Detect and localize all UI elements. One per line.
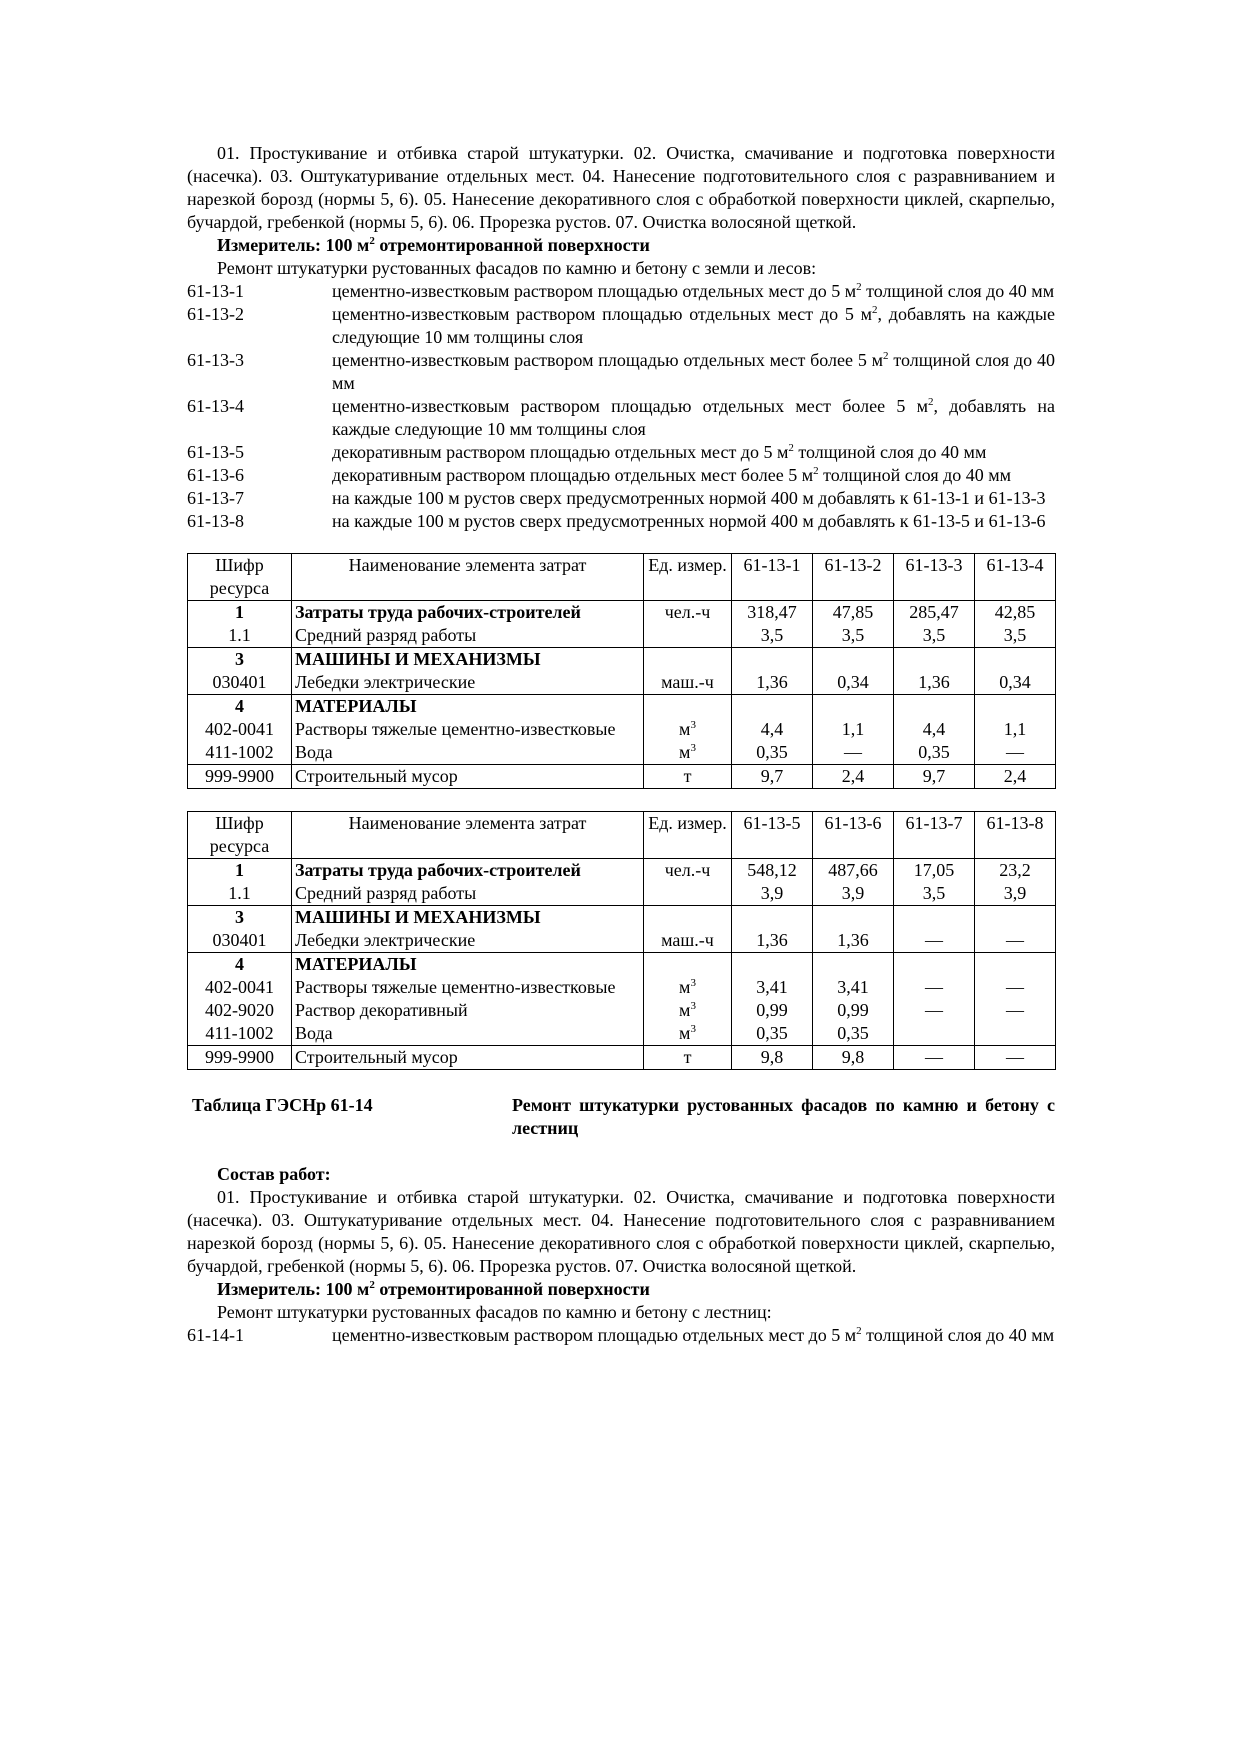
resource-unit bbox=[644, 671, 732, 695]
resource-value: 3,41 bbox=[813, 976, 894, 999]
norm-description bbox=[332, 487, 1055, 510]
resource-value: — bbox=[894, 976, 975, 999]
resource-table-61-13-5-8 bbox=[187, 811, 1056, 1070]
resource-value bbox=[732, 906, 813, 930]
table-row bbox=[188, 1046, 1056, 1070]
header-col: 61-13-5 bbox=[732, 812, 813, 859]
resource-unit bbox=[644, 882, 732, 906]
norm-unit-exponent: 2 bbox=[883, 350, 889, 362]
table-row bbox=[188, 601, 1056, 625]
norm-description bbox=[332, 303, 1055, 349]
resource-unit bbox=[644, 741, 732, 765]
resource-value bbox=[894, 695, 975, 719]
norm-code: 61-13-1 bbox=[187, 281, 244, 301]
resource-name: МАШИНЫ И МЕХАНИЗМЫ bbox=[292, 648, 644, 672]
norm-text-main: цементно-известковым раствором площадью отдельных мест до 5 м bbox=[332, 304, 873, 324]
resource-name: Вода bbox=[292, 741, 644, 765]
header-col: 61-13-6 bbox=[813, 812, 894, 859]
resource-name: Средний разряд работы bbox=[292, 882, 644, 906]
table-row bbox=[188, 929, 1056, 953]
norm-code: 61-13-5 bbox=[187, 442, 244, 462]
resource-value bbox=[732, 648, 813, 672]
table-row bbox=[188, 953, 1056, 977]
measure-unit-2: Измеритель: 100 $м^2$ отремонтированной поверхности bbox=[217, 1279, 650, 1299]
resource-unit bbox=[644, 929, 732, 953]
norm-unit-exponent: 2 bbox=[856, 1325, 862, 1337]
norm-code: 61-14-1 bbox=[187, 1325, 244, 1345]
table-row bbox=[188, 648, 1056, 672]
resource-unit bbox=[644, 624, 732, 648]
unit-exponent: 3 bbox=[690, 1023, 696, 1035]
norm-list-61-13 bbox=[187, 280, 1055, 533]
resource-value: 0,35 bbox=[732, 741, 813, 765]
resource-value bbox=[813, 906, 894, 930]
resource-value: — bbox=[894, 999, 975, 1022]
norm-text-main: на каждые 100 м рустов сверх предусмотренных нормой 400 м добавлять к 61-13-1 и 61-13-3 bbox=[332, 488, 1046, 508]
resource-name: Затраты труда рабочих-строителей bbox=[292, 601, 644, 625]
header-unit: Ед. измер. bbox=[644, 554, 732, 601]
norm-text-main: цементно-известковым раствором площадью отдельных мест более 5 м bbox=[332, 396, 928, 416]
resource-unit bbox=[644, 695, 732, 719]
norm-description bbox=[332, 441, 1055, 464]
resource-value: 487,66 bbox=[813, 859, 894, 883]
table-row bbox=[188, 695, 1056, 719]
resource-value: 47,85 bbox=[813, 601, 894, 625]
table-header-row bbox=[188, 554, 1056, 601]
resource-name: Вода bbox=[292, 1022, 644, 1046]
resource-code: 1.1 bbox=[188, 624, 292, 648]
norm-group-subtitle-2: Ремонт штукатурки рустованных фасадов по камню и бетону с лестниц: bbox=[217, 1302, 772, 1322]
resource-code: 411-1002 bbox=[188, 741, 292, 765]
norm-unit-exponent: 2 bbox=[813, 465, 819, 477]
resource-value: 17,05 bbox=[894, 859, 975, 883]
resource-value: 3,9 bbox=[975, 882, 1056, 906]
norm-text-tail: толщиной слоя до 40 мм bbox=[861, 281, 1055, 301]
resource-value: 1,1 bbox=[975, 718, 1056, 741]
header-col: 61-13-2 bbox=[813, 554, 894, 601]
resource-value: 3,9 bbox=[732, 882, 813, 906]
resource-code: 402-0041 bbox=[188, 976, 292, 999]
resource-name: Растворы тяжелые цементно-известковые bbox=[292, 976, 644, 999]
resource-value: 42,85 bbox=[975, 601, 1056, 625]
resource-value: 3,5 bbox=[894, 882, 975, 906]
resource-unit bbox=[644, 953, 732, 977]
norm-item bbox=[187, 464, 1055, 487]
norm-description bbox=[332, 464, 1055, 487]
document-page bbox=[187, 142, 1055, 1347]
resource-name: Строительный мусор bbox=[292, 1046, 644, 1070]
resource-code: 999-9900 bbox=[188, 1046, 292, 1070]
unit-text: м bbox=[679, 1000, 691, 1020]
resource-unit bbox=[644, 859, 732, 883]
resource-value: 3,5 bbox=[975, 624, 1056, 648]
resource-code: 411-1002 bbox=[188, 1022, 292, 1046]
table-row bbox=[188, 882, 1056, 906]
resource-value bbox=[894, 1022, 975, 1046]
resource-value: 2,4 bbox=[813, 765, 894, 789]
header-name: Наименование элемента затрат bbox=[292, 812, 644, 859]
norm-text-tail: толщиной слоя до 40 мм bbox=[861, 1325, 1055, 1345]
resource-unit bbox=[644, 976, 732, 999]
norm-code: 61-13-3 bbox=[187, 350, 244, 370]
resource-code: 1 bbox=[188, 601, 292, 625]
resource-value: 285,47 bbox=[894, 601, 975, 625]
resource-value: 1,36 bbox=[732, 929, 813, 953]
resource-value bbox=[813, 695, 894, 719]
resource-code: 4 bbox=[188, 953, 292, 977]
header-col: 61-13-1 bbox=[732, 554, 813, 601]
resource-name: Лебедки электрические bbox=[292, 671, 644, 695]
resource-value: 0,99 bbox=[732, 999, 813, 1022]
table-row bbox=[188, 906, 1056, 930]
unit-exponent: 3 bbox=[690, 1000, 696, 1012]
table-row bbox=[188, 624, 1056, 648]
resource-value: — bbox=[975, 1046, 1056, 1070]
resource-name: Растворы тяжелые цементно-известковые bbox=[292, 718, 644, 741]
resource-value: 9,8 bbox=[813, 1046, 894, 1070]
table-title-61-14 bbox=[187, 1094, 1055, 1140]
unit-text: м bbox=[679, 977, 691, 997]
unit-text: м bbox=[679, 719, 691, 739]
norm-text-main: цементно-известковым раствором площадью отдельных мест до 5 м bbox=[332, 1325, 857, 1345]
norm-text-tail: толщиной слоя до 40 мм bbox=[793, 442, 987, 462]
resource-name: Средний разряд работы bbox=[292, 624, 644, 648]
resource-value bbox=[894, 953, 975, 977]
resource-code: 030401 bbox=[188, 929, 292, 953]
resource-value: — bbox=[975, 999, 1056, 1022]
resource-unit bbox=[644, 906, 732, 930]
table-number: Таблица ГЭСНр 61-14 bbox=[192, 1095, 373, 1115]
resource-value: — bbox=[894, 1046, 975, 1070]
resource-value: 9,7 bbox=[894, 765, 975, 789]
resource-value bbox=[975, 1022, 1056, 1046]
unit-text: чел.-ч bbox=[664, 860, 711, 880]
table-row bbox=[188, 741, 1056, 765]
resource-unit bbox=[644, 718, 732, 741]
resource-value: 2,4 bbox=[975, 765, 1056, 789]
resource-value: 548,12 bbox=[732, 859, 813, 883]
header-code: Шифр ресурса bbox=[188, 554, 292, 601]
norm-text-tail: толщиной слоя до 40 мм bbox=[818, 465, 1012, 485]
norm-description bbox=[332, 349, 1055, 395]
resource-code: 3 bbox=[188, 648, 292, 672]
norm-description bbox=[332, 280, 1055, 303]
resource-name: Строительный мусор bbox=[292, 765, 644, 789]
resource-value bbox=[975, 648, 1056, 672]
resource-code: 1 bbox=[188, 859, 292, 883]
resource-code: 1.1 bbox=[188, 882, 292, 906]
resource-value bbox=[732, 953, 813, 977]
resource-value bbox=[975, 906, 1056, 930]
measure-unit-1: Измеритель: 100 $м^2$ отремонтированной поверхности bbox=[217, 235, 650, 255]
unit-text: т bbox=[683, 766, 692, 786]
resource-value bbox=[894, 906, 975, 930]
norm-unit-exponent: 2 bbox=[856, 281, 862, 293]
resource-value: 318,47 bbox=[732, 601, 813, 625]
resource-value: 1,36 bbox=[813, 929, 894, 953]
norm-code: 61-13-2 bbox=[187, 304, 244, 324]
header-col: 61-13-8 bbox=[975, 812, 1056, 859]
norm-unit-exponent: 2 bbox=[872, 304, 878, 316]
unit-exponent: 3 bbox=[690, 977, 696, 989]
table-row bbox=[188, 976, 1056, 999]
resource-value: 23,2 bbox=[975, 859, 1056, 883]
resource-unit bbox=[644, 601, 732, 625]
norm-text-main: цементно-известковым раствором площадью отдельных мест до 5 м bbox=[332, 281, 857, 301]
header-col: 61-13-7 bbox=[894, 812, 975, 859]
header-unit: Ед. измер. bbox=[644, 812, 732, 859]
unit-exponent: 3 bbox=[690, 742, 696, 754]
resource-value: 3,41 bbox=[732, 976, 813, 999]
resource-value bbox=[813, 953, 894, 977]
norm-unit-exponent: 2 bbox=[788, 442, 794, 454]
resource-name: МАШИНЫ И МЕХАНИЗМЫ bbox=[292, 906, 644, 930]
resource-value: 3,5 bbox=[894, 624, 975, 648]
norm-code: 61-13-8 bbox=[187, 511, 244, 531]
work-composition-text: 01. Простукивание и отбивка старой штукатурки. 02. Очистка, смачивание и подготовка поверхности (насечка). 03. Оштукатуривание отдельных мест. 04. Нанесение подготовительного слоя с разравниванием и нарезкой борозд (нормы 5, 6). 05. Нанесение декоративного слоя с обработкой поверхности циклей, скарпелью, бучардой, гребенкой (нормы 5, 6). 06. Прорезка рустов. 07. Очистка волосяной щеткой. bbox=[187, 143, 1055, 232]
resource-value: 0,35 bbox=[894, 741, 975, 765]
resource-name: Раствор декоративный bbox=[292, 999, 644, 1022]
norm-text-tail: толщиной слоя до 40 мм bbox=[332, 350, 1055, 393]
resource-unit bbox=[644, 999, 732, 1022]
norm-unit-exponent: 2 bbox=[928, 396, 934, 408]
norm-text-main: на каждые 100 м рустов сверх предусмотренных нормой 400 м добавлять к 61-13-5 и 61-13-6 bbox=[332, 511, 1046, 531]
resource-code: 402-0041 bbox=[188, 718, 292, 741]
table-row bbox=[188, 671, 1056, 695]
resource-unit bbox=[644, 765, 732, 789]
resource-value: 0,35 bbox=[732, 1022, 813, 1046]
table-header-row bbox=[188, 812, 1056, 859]
resource-unit bbox=[644, 648, 732, 672]
resource-code: 3 bbox=[188, 906, 292, 930]
norm-description bbox=[332, 1324, 1055, 1347]
norm-item bbox=[187, 349, 1055, 395]
resource-value: — bbox=[975, 929, 1056, 953]
header-col: 61-13-3 bbox=[894, 554, 975, 601]
unit-text: м bbox=[679, 742, 691, 762]
resource-name: МАТЕРИАЛЫ bbox=[292, 953, 644, 977]
composition-label: Состав работ: bbox=[217, 1164, 331, 1184]
resource-value: 3,9 bbox=[813, 882, 894, 906]
norm-item bbox=[187, 510, 1055, 533]
resource-value bbox=[813, 648, 894, 672]
resource-code: 999-9900 bbox=[188, 765, 292, 789]
header-code: Шифр ресурса bbox=[188, 812, 292, 859]
resource-value: — bbox=[894, 929, 975, 953]
norm-code: 61-13-7 bbox=[187, 488, 244, 508]
norm-item bbox=[187, 303, 1055, 349]
table-row bbox=[188, 718, 1056, 741]
resource-value: 0,34 bbox=[813, 671, 894, 695]
header-name: Наименование элемента затрат bbox=[292, 554, 644, 601]
resource-code: 030401 bbox=[188, 671, 292, 695]
norm-text-main: декоративным раствором площадью отдельных мест до 5 м bbox=[332, 442, 789, 462]
header-col: 61-13-4 bbox=[975, 554, 1056, 601]
resource-table-61-13-1-4 bbox=[187, 553, 1056, 789]
norm-text-main: цементно-известковым раствором площадью отдельных мест более 5 м bbox=[332, 350, 884, 370]
norm-text-tail: , добавлять на каждые следующие 10 мм толщины слоя bbox=[332, 396, 1055, 439]
unit-text: чел.-ч bbox=[664, 602, 711, 622]
norm-code: 61-13-4 bbox=[187, 396, 244, 416]
resource-value: 0,35 bbox=[813, 1022, 894, 1046]
resource-unit bbox=[644, 1022, 732, 1046]
resource-code: 402-9020 bbox=[188, 999, 292, 1022]
resource-value: 4,4 bbox=[894, 718, 975, 741]
norm-text-tail: , добавлять на каждые следующие 10 мм толщины слоя bbox=[332, 304, 1055, 347]
unit-text: т bbox=[683, 1047, 692, 1067]
resource-value: — bbox=[813, 741, 894, 765]
resource-value bbox=[975, 695, 1056, 719]
resource-value bbox=[975, 953, 1056, 977]
norm-description bbox=[332, 510, 1055, 533]
table-row bbox=[188, 1022, 1056, 1046]
resource-value: 4,4 bbox=[732, 718, 813, 741]
resource-value: 0,34 bbox=[975, 671, 1056, 695]
unit-text: маш.-ч bbox=[661, 672, 714, 692]
norm-item bbox=[187, 441, 1055, 464]
norm-list-61-14 bbox=[187, 1324, 1055, 1347]
table-heading: Ремонт штукатурки рустованных фасадов по камню и бетону с лестниц bbox=[512, 1095, 1055, 1138]
resource-value: — bbox=[975, 741, 1056, 765]
resource-value bbox=[732, 695, 813, 719]
resource-value: 3,5 bbox=[813, 624, 894, 648]
unit-text: маш.-ч bbox=[661, 930, 714, 950]
norm-group-subtitle-1: Ремонт штукатурки рустованных фасадов по камню и бетону с земли и лесов: bbox=[217, 258, 817, 278]
norm-item bbox=[187, 280, 1055, 303]
resource-value: 9,8 bbox=[732, 1046, 813, 1070]
resource-name: МАТЕРИАЛЫ bbox=[292, 695, 644, 719]
resource-value bbox=[894, 648, 975, 672]
resource-name: Лебедки электрические bbox=[292, 929, 644, 953]
norm-item bbox=[187, 1324, 1055, 1347]
table-row bbox=[188, 859, 1056, 883]
unit-text: м bbox=[679, 1023, 691, 1043]
norm-item bbox=[187, 395, 1055, 441]
unit-exponent: 3 bbox=[690, 719, 696, 731]
resource-value: — bbox=[975, 976, 1056, 999]
resource-value: 1,1 bbox=[813, 718, 894, 741]
resource-value: 1,36 bbox=[894, 671, 975, 695]
table-row bbox=[188, 999, 1056, 1022]
resource-name: Затраты труда рабочих-строителей bbox=[292, 859, 644, 883]
norm-code: 61-13-6 bbox=[187, 465, 244, 485]
table-row bbox=[188, 765, 1056, 789]
norm-description bbox=[332, 395, 1055, 441]
resource-value: 1,36 bbox=[732, 671, 813, 695]
resource-code: 4 bbox=[188, 695, 292, 719]
resource-unit bbox=[644, 1046, 732, 1070]
work-composition-text-2: 01. Простукивание и отбивка старой штукатурки. 02. Очистка, смачивание и подготовка поверхности (насечка). 03. Оштукатуривание отдельных мест. 04. Нанесение подготовительного слоя с разравниванием нарезкой борозд (нормы 5, 6). 05. Нанесение декоративного слоя с обработкой поверхности циклей, скарпелью, бучардой, гребенкой (нормы 5, 6). 06. Прорезка рустов. 07. Очистка волосяной щеткой. bbox=[187, 1187, 1055, 1276]
resource-value: 0,99 bbox=[813, 999, 894, 1022]
resource-value: 9,7 bbox=[732, 765, 813, 789]
norm-text-main: декоративным раствором площадью отдельных мест более 5 м bbox=[332, 465, 814, 485]
norm-item bbox=[187, 487, 1055, 510]
resource-value: 3,5 bbox=[732, 624, 813, 648]
